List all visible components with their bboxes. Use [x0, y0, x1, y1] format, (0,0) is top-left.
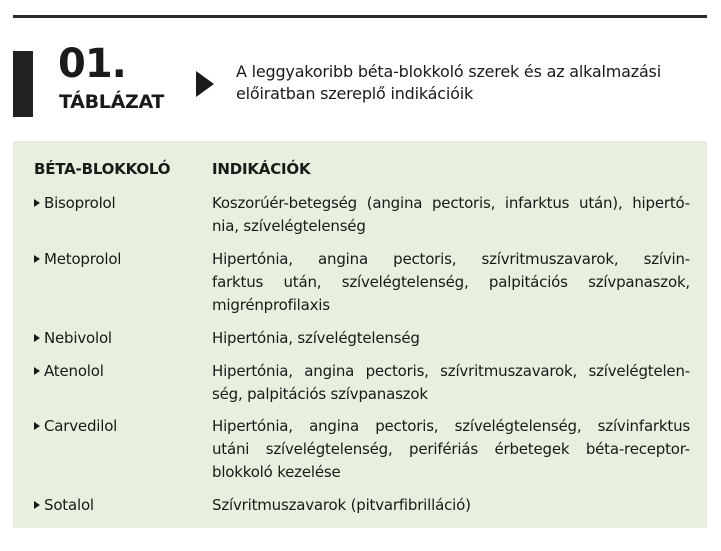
drug-name: Sotalol: [44, 496, 94, 514]
bullet-arrow-icon: [34, 334, 40, 342]
indication-cell: [212, 415, 690, 484]
drug-name: Atenolol: [44, 362, 104, 380]
drug-cell: [34, 192, 116, 215]
indication-line: ség, palpitációs szívpanaszok: [212, 385, 428, 403]
table-title-line: előiratban szereplő indikációik: [236, 84, 474, 103]
bullet-arrow-icon: [34, 199, 40, 207]
drug-cell: [34, 494, 94, 517]
indication-line: Hipertónia, szívelégtelenség: [212, 329, 420, 347]
indication-line: utáni szívelégtelenség, perifériás érbetegek béta-receptor-: [212, 440, 690, 458]
drug-name: Carvedilol: [44, 417, 118, 435]
bullet-arrow-icon: [34, 501, 40, 509]
indication-line: blokkoló kezelése: [212, 463, 341, 481]
indication-line: Koszorúér-betegség (angina pectoris, infarktus után), hipertó-: [212, 194, 690, 212]
indication-cell: [212, 327, 690, 350]
drug-name: Bisoprolol: [44, 194, 116, 212]
indication-line: farktus után, szívelégtelenség, palpitációs szívpanaszok,: [212, 273, 690, 291]
drug-cell: [34, 415, 117, 438]
indication-cell: [212, 494, 690, 517]
drug-cell: [34, 248, 121, 271]
indication-cell: [212, 360, 690, 406]
bullet-arrow-icon: [34, 422, 40, 430]
indication-cell: [212, 248, 690, 317]
drug-name: Nebivolol: [44, 329, 112, 347]
table-title-line: A leggyakoribb béta-blokkoló szerek és az alkalmazási: [236, 62, 661, 81]
drug-cell: [34, 327, 112, 350]
column-header-drug: BÉTA-BLOKKOLÓ: [34, 160, 171, 178]
table-number: 01.: [58, 41, 126, 87]
indication-line: Hipertónia, angina pectoris, szívelégtelenség, szívinfarktus: [212, 417, 690, 435]
indication-line: nia, szívelégtelenség: [212, 217, 366, 235]
column-header-indications: INDIKÁCIÓK: [212, 160, 311, 178]
indication-cell: [212, 192, 690, 238]
table-label: TÁBLÁZAT: [59, 91, 165, 113]
top-rule: [13, 15, 707, 18]
table-title: [236, 61, 706, 105]
indication-line: migrénprofilaxis: [212, 296, 330, 314]
indication-line: Hipertónia, angina pectoris, szívritmuszavarok, szívin-: [212, 250, 690, 268]
bullet-arrow-icon: [34, 255, 40, 263]
header-accent-bar: [13, 51, 33, 117]
indication-line: Szívritmuszavarok (pitvarfibrilláció): [212, 496, 471, 514]
header-arrow-icon: [196, 71, 214, 97]
drug-cell: [34, 360, 104, 383]
drug-name: Metoprolol: [44, 250, 122, 268]
bullet-arrow-icon: [34, 367, 40, 375]
indication-line: Hipertónia, angina pectoris, szívritmuszavarok, szívelégtelen-: [212, 362, 690, 380]
